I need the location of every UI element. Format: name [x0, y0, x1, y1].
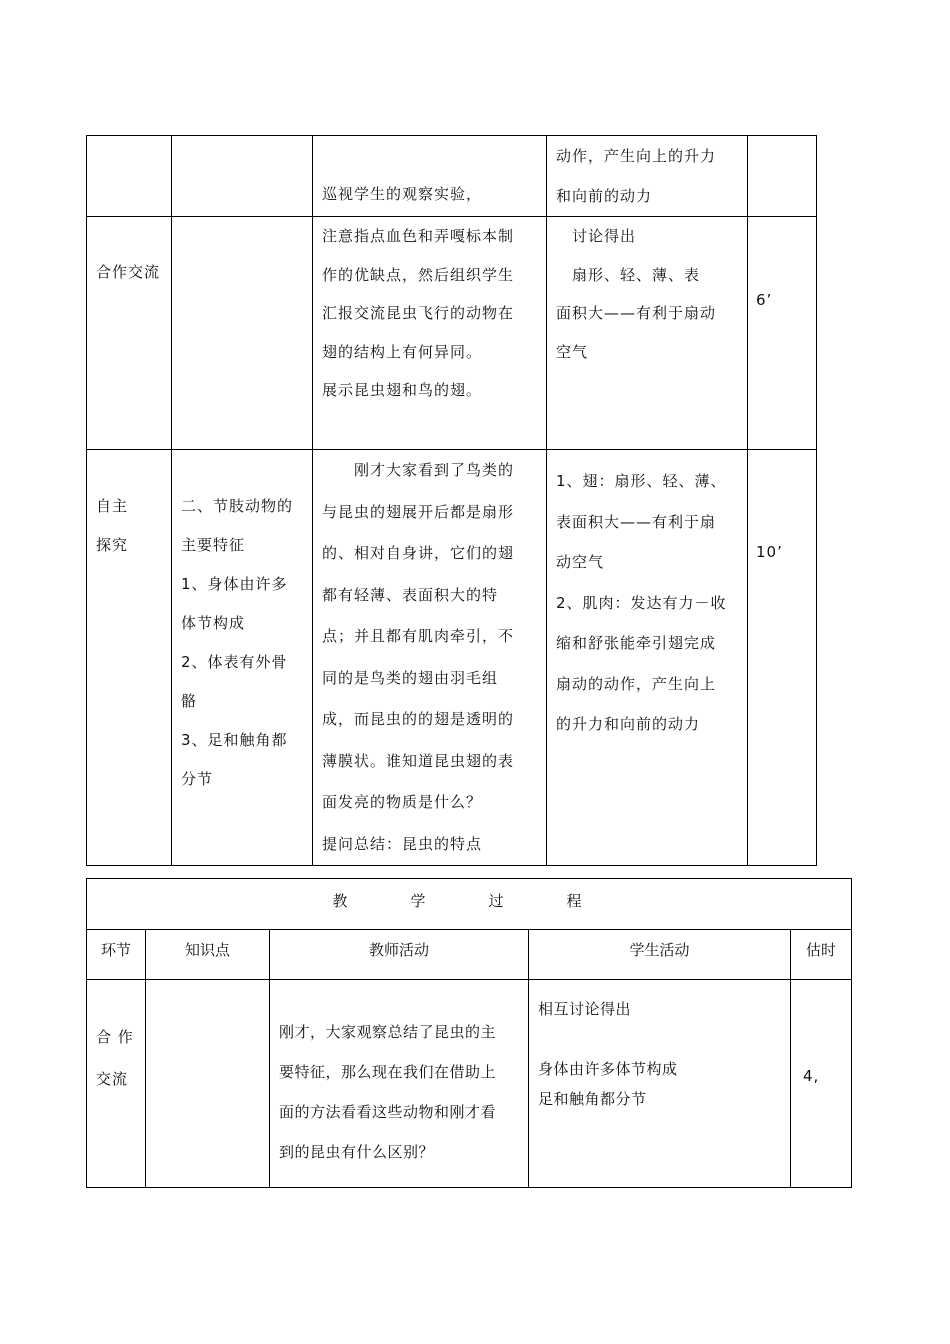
- student-activity-cell: 动作，产生向上的升力 和向前的动力: [547, 136, 748, 217]
- time-cell: [748, 136, 817, 217]
- table-title: 教 学 过 程: [87, 879, 852, 930]
- student-activity-cell: 讨论得出 扇形、轻、薄、表 面积大——有利于扇动 空气: [547, 217, 748, 450]
- teacher-activity-cell: 巡视学生的观察实验，: [313, 136, 547, 217]
- table-row: [87, 980, 852, 1188]
- stage-cell: 合作交流: [87, 217, 172, 450]
- time-cell: 6’: [748, 217, 817, 450]
- header-knowledge: 知识点: [146, 930, 270, 980]
- table-row: [87, 217, 817, 450]
- teacher-activity-cell: 刚才，大家观察总结了昆虫的主 要特征，那么现在我们在借助上 面的方法看看这些动物和刚才看 到的昆虫有什么区别？: [270, 980, 529, 1188]
- knowledge-cell: [146, 980, 270, 1188]
- stage-cell: [87, 136, 172, 217]
- table-row: [87, 136, 817, 217]
- knowledge-cell: [172, 136, 313, 217]
- header-student-activity: 学生活动: [529, 930, 791, 980]
- table-header-row: [87, 930, 852, 980]
- teacher-activity-cell: 注意指点血色和弄嘎标本制 作的优缺点，然后组织学生 汇报交流昆虫飞行的动物在 翅的结构上有何异同。 展示昆虫翅和鸟的翅。: [313, 217, 547, 450]
- stage-cell: 合 作 交流: [87, 980, 146, 1188]
- knowledge-cell: 二、节肢动物的 主要特征 1、身体由许多 体节构成 2、体表有外骨 骼 3、足和触角都 分节: [172, 450, 313, 866]
- header-teacher-activity: 教师活动: [270, 930, 529, 980]
- teacher-activity-cell: 刚才大家看到了鸟类的 与昆虫的翅展开后都是扇形 的、相对自身讲，它们的翅 都有轻薄、表面积大的特 点；并且都有肌肉牵引，不 同的是鸟类的翅由羽毛组 成，而昆虫的的翅是透明的 薄膜状。谁知道昆虫翅的表 面发亮的物质是什么？ 提问总结：昆虫的特点: [313, 450, 547, 866]
- teaching-process-table: [86, 878, 852, 1188]
- table-row: [87, 450, 817, 866]
- header-stage: 环节: [87, 930, 146, 980]
- stage-cell: 自主 探究: [87, 450, 172, 866]
- time-cell: 4,: [791, 980, 852, 1188]
- time-cell: 10’: [748, 450, 817, 866]
- knowledge-cell: [172, 217, 313, 450]
- student-activity-cell: 1、翅：扇形、轻、薄、 表面积大——有利于扇 动空气 2、肌肉：发达有力－收 缩和舒张能牵引翅完成 扇动的动作，产生向上 的升力和向前的动力: [547, 450, 748, 866]
- student-activity-cell: 相互讨论得出 身体由许多体节构成 足和触角都分节: [529, 980, 791, 1188]
- header-time: 估时: [791, 930, 852, 980]
- lesson-table-continued: [86, 135, 817, 866]
- table-title-row: [87, 879, 852, 930]
